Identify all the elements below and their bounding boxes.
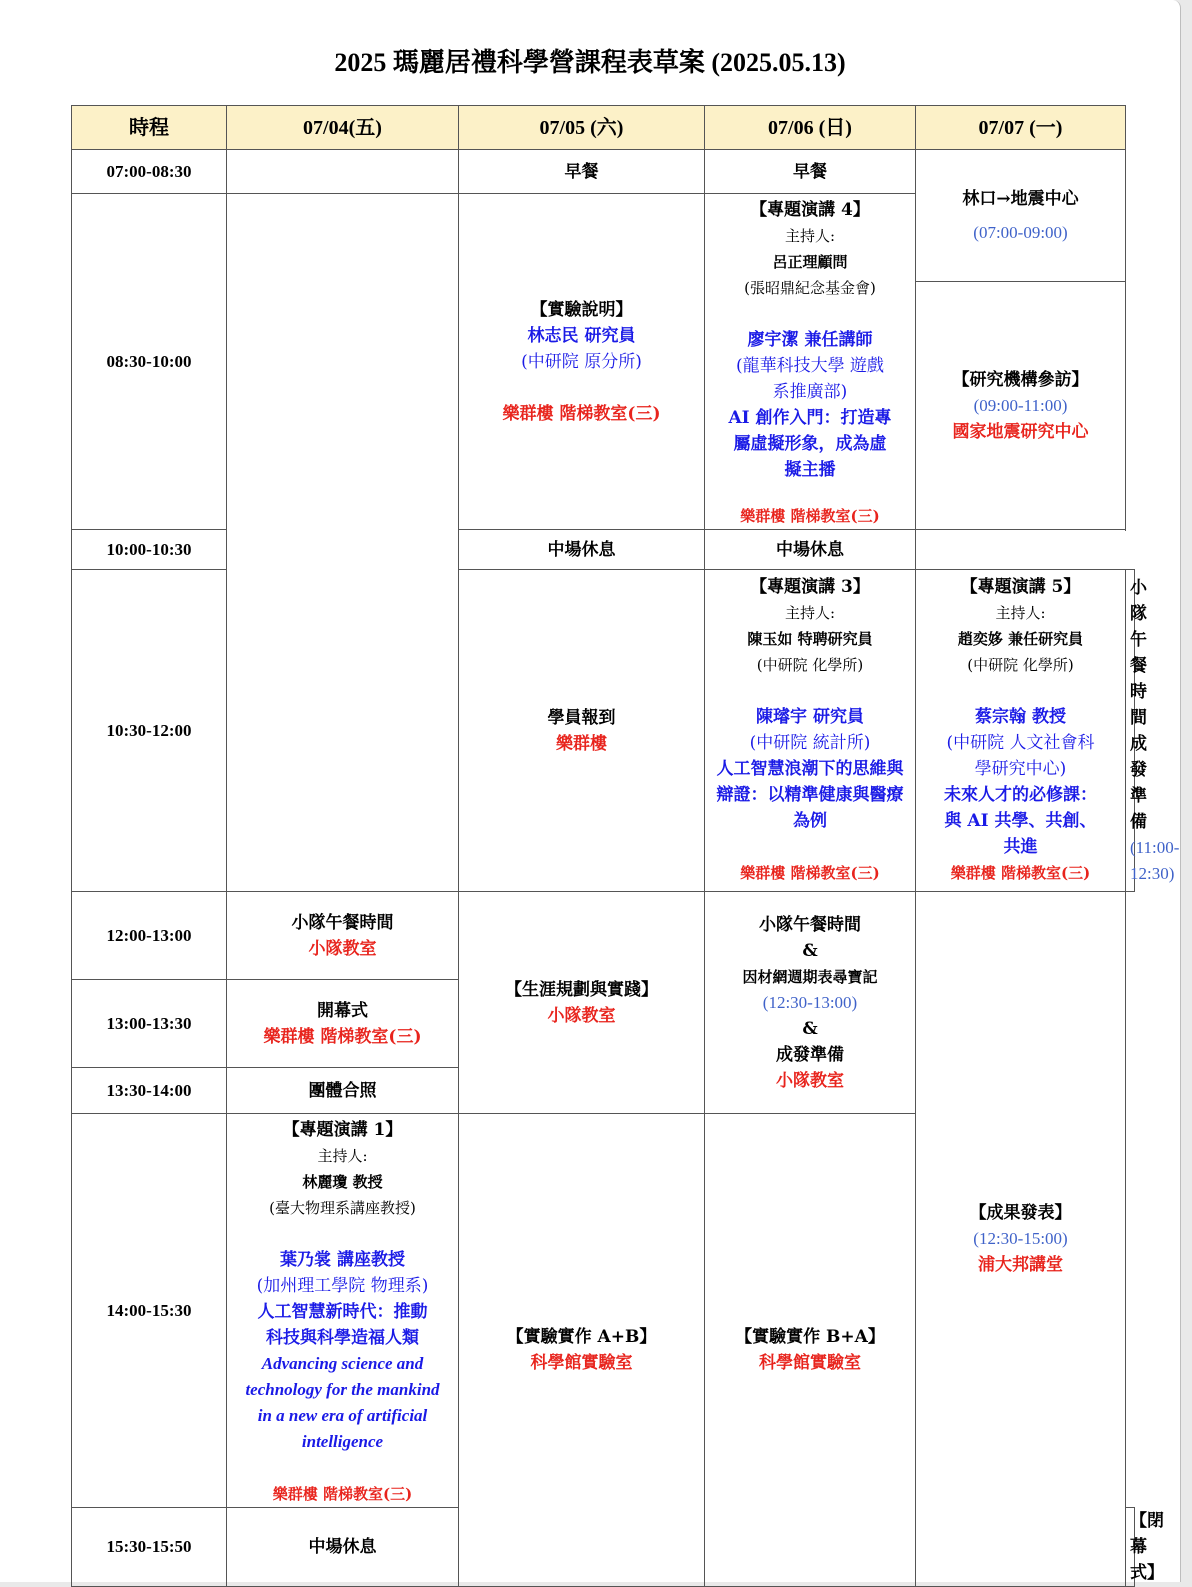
checkin-title: 學員報到: [547, 707, 616, 728]
venue: 樂群樓 階梯教室(三): [272, 1485, 413, 1503]
schedule-table: [71, 105, 1180, 1587]
talk-topic: 擬主播: [784, 460, 836, 480]
lunch-venue: 小隊教室: [776, 1070, 844, 1091]
speaker-name: 廖宇潔 兼任講師: [747, 330, 873, 350]
break-cell: 中場休息: [227, 1508, 459, 1587]
time-slot: 12:00-13:00: [72, 892, 227, 980]
host-name: 陳玉如 特聘研究員: [747, 630, 873, 648]
ampersand: &: [802, 1018, 818, 1039]
time-slot: 08:30-10:00: [72, 194, 227, 530]
empty-cell: [227, 194, 459, 892]
venue: 樂群樓 階梯教室(三): [740, 864, 880, 882]
opening-title: 開幕式: [317, 1000, 368, 1021]
time-slot: 10:30-12:00: [72, 570, 227, 892]
talk-topic: 共進: [1003, 837, 1038, 857]
host-affiliation: (中研院 化學所): [756, 656, 864, 674]
time-slot: 15:30-15:50: [72, 1508, 227, 1587]
talk-topic: 屬虛擬形象，成為虛: [733, 434, 887, 454]
session-tag: 【專題演講 3】: [750, 577, 870, 597]
talk-topic-english: technology for the mankind: [245, 1380, 440, 1399]
closing-cell: 【閉幕式】: [1126, 1508, 1135, 1587]
opening-venue: 樂群樓 階梯教室(三): [263, 1026, 422, 1047]
lunch-venue: 小隊教室: [308, 938, 377, 959]
talk-topic-english: in a new era of artificial: [257, 1406, 428, 1425]
host-label: 主持人:: [995, 604, 1046, 622]
lunch-cell: [227, 892, 459, 980]
host-name: 趙奕姼 兼任研究員: [957, 630, 1084, 648]
speaker-affiliation: 系推廣部): [772, 382, 848, 402]
talk-topic: 未來人才的必修課：: [944, 785, 1097, 805]
visit-time: (09:00-11:00): [973, 395, 1068, 415]
lunch-title: 小隊午餐時間: [291, 912, 394, 933]
session-tag: 【實驗說明】: [530, 299, 633, 320]
quest-title: 因材網週期表尋寶記: [742, 967, 878, 986]
venue: 樂群樓 階梯教室(三): [740, 507, 880, 525]
travel-time: (07:00-09:00): [973, 222, 1068, 242]
ampersand: &: [802, 940, 818, 961]
time-slot: 13:30-14:00: [72, 1068, 227, 1114]
speaker-affiliation: (中研院 統計所): [749, 733, 871, 753]
institute-visit-cell: [916, 282, 1126, 530]
break-cell: 中場休息: [705, 530, 916, 570]
career-venue: 小隊教室: [547, 1005, 616, 1026]
host-label: 主持人:: [317, 1147, 368, 1165]
header-day-0706: 07/06 (日): [705, 106, 916, 150]
session-tag: 【專題演講 1】: [282, 1120, 403, 1140]
header-time: 時程: [72, 106, 227, 150]
travel-title: 林口→地震中心: [962, 188, 1079, 209]
checkin-cell: [459, 570, 705, 892]
lab-venue: 科學館實驗室: [530, 1353, 633, 1373]
career-title: 【生涯規劃與實踐】: [505, 979, 658, 1000]
host-affiliation: (張昭鼎紀念基金會): [744, 279, 876, 297]
lunch-title: 小隊午餐時間: [759, 914, 861, 935]
time-slot: 07:00-08:30: [72, 150, 227, 194]
presentation-time: (12:30-15:00): [973, 1229, 1068, 1248]
talk-topic: 人工智慧浪潮下的思維與: [716, 759, 904, 779]
keynote-4-cell: [705, 194, 916, 530]
table-row: [72, 892, 1135, 980]
time-slot: 13:00-13:30: [72, 980, 227, 1068]
page-title: 2025 瑪麗居禮科學營課程表草案 (2025.05.13): [334, 48, 846, 77]
host-affiliation: (臺大物理系講座教授): [269, 1199, 416, 1217]
host-name: 林麗瓊 教授: [302, 1173, 383, 1191]
header-day-0704: 07/04(五): [227, 106, 459, 150]
lunch-prep-cell: 小隊午餐時間 成發準備 (11:00-12:30): [1126, 570, 1135, 892]
keynote-5-cell: [916, 570, 1126, 892]
lab-title: 【實驗實作 A+B】: [506, 1327, 657, 1347]
career-planning-cell: [459, 892, 705, 1114]
prep-title: 成發準備: [776, 1044, 844, 1065]
empty-cell: [227, 150, 459, 194]
breakfast-cell: 早餐: [459, 150, 705, 194]
venue: 樂群樓 階梯教室(三): [502, 403, 661, 424]
presentation-title: 【成果發表】: [969, 1203, 1072, 1223]
talk-topic-english: Advancing science and: [261, 1354, 424, 1373]
host-name: 呂正理顧問: [772, 253, 848, 271]
visit-venue: 國家地震研究中心: [952, 421, 1089, 442]
lab-venue: 科學館實驗室: [759, 1353, 861, 1373]
speaker-affiliation: (中研院 原分所): [521, 351, 642, 372]
lab-title: 【實驗實作 B+A】: [735, 1327, 885, 1347]
keynote-1-cell: [227, 1114, 459, 1508]
session-tag: 【專題演講 5】: [960, 577, 1081, 597]
speaker-name: 葉乃裳 講座教授: [280, 1250, 405, 1270]
lab-ab-cell: [459, 1114, 705, 1587]
opening-cell: [227, 980, 459, 1068]
time-slot: 14:00-15:30: [72, 1114, 227, 1508]
visit-title: 【研究機構參訪】: [952, 369, 1089, 390]
speaker-affiliation: (龍華科技大學 遊戲: [735, 356, 885, 376]
talk-topic-english: intelligence: [301, 1432, 384, 1451]
keynote-3-cell: [705, 570, 916, 892]
breakfast-cell: 早餐: [705, 150, 916, 194]
lunch-quest-cell: [705, 892, 916, 1114]
lab-ba-cell: [705, 1114, 916, 1587]
speaker-name: 蔡宗翰 教授: [975, 707, 1066, 727]
time-slot: 10:00-10:30: [72, 530, 227, 570]
talk-topic: 辯證：以精準健康與醫療: [716, 785, 904, 805]
speaker-name: 陳璿宇 研究員: [756, 707, 864, 727]
checkin-venue: 樂群樓: [556, 733, 607, 754]
talk-topic: 人工智慧新時代：推動: [257, 1302, 428, 1322]
speaker-affiliation: 學研究中心): [974, 759, 1067, 779]
group-photo-cell: 團體合照: [227, 1068, 459, 1114]
travel-cell: [916, 150, 1126, 282]
talk-topic: 為例: [793, 811, 827, 831]
header-day-0705: 07/05 (六): [459, 106, 705, 150]
host-label: 主持人:: [784, 604, 836, 622]
presentation-cell: [916, 892, 1126, 1587]
venue: 樂群樓 階梯教室(三): [950, 864, 1091, 882]
experiment-briefing-cell: [459, 194, 705, 530]
talk-topic: 科技與科學造福人類: [266, 1328, 419, 1348]
break-cell: 中場休息: [459, 530, 705, 570]
header-row: [72, 106, 1135, 150]
speaker-affiliation: (中研院 人文社會科: [946, 733, 1095, 753]
session-tag: 【專題演講 4】: [750, 200, 870, 220]
host-label: 主持人:: [784, 227, 836, 245]
table-row: [72, 150, 1135, 194]
quest-time: (12:30-13:00): [762, 992, 858, 1012]
header-day-0707: 07/07 (一): [916, 106, 1126, 150]
speaker-name: 林志民 研究員: [527, 325, 636, 346]
presentation-venue: 浦大邦講堂: [978, 1255, 1063, 1275]
speaker-affiliation: (加州理工學院 物理系): [256, 1276, 429, 1296]
talk-topic: AI 創作入門：打造專: [728, 408, 892, 428]
talk-topic: 與 AI 共學、共創、: [944, 811, 1097, 831]
host-affiliation: (中研院 化學所): [967, 656, 1074, 674]
